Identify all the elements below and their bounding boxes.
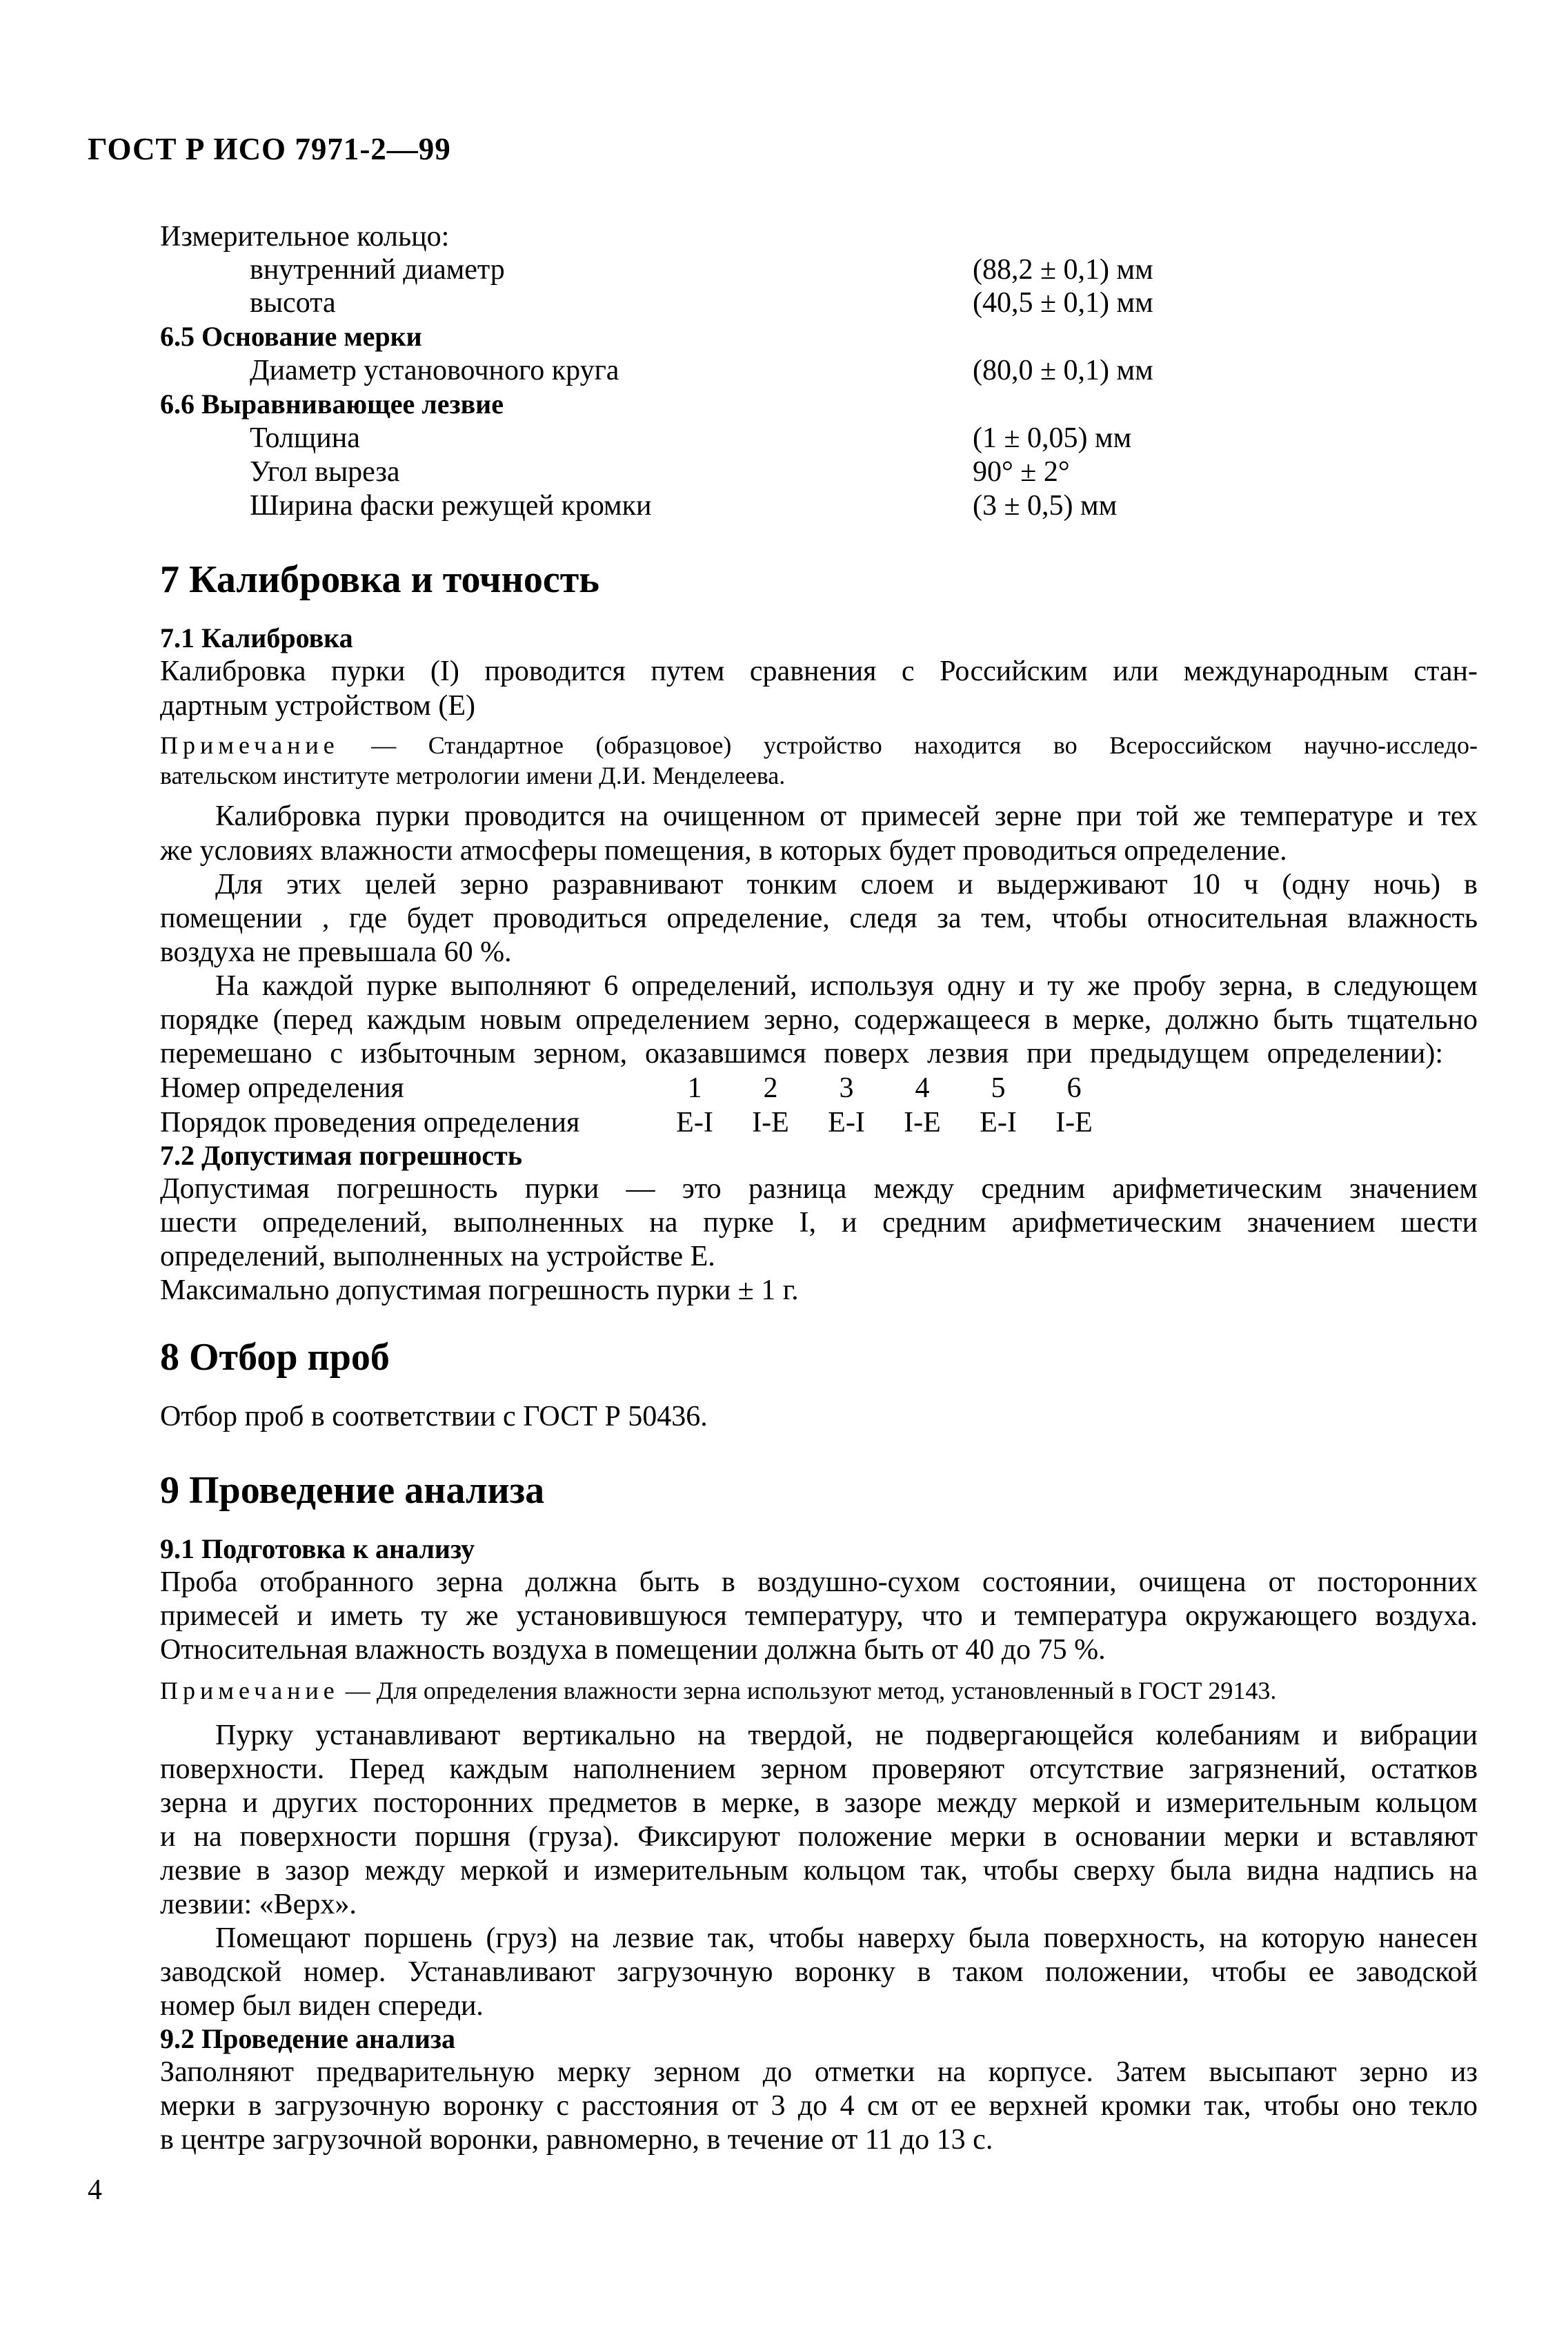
- s7-para4-line1: На каждой пурке выполняют 6 определений, используя одну и ту же пробу зерна, в следующем: [215, 970, 1478, 1002]
- s7-note-line1: [160, 730, 1478, 760]
- section-7-2-title: Допустимая погрешность: [201, 1140, 522, 1171]
- setup-circle-value: (80,0 ± 0,1) мм: [973, 355, 1153, 386]
- section-6-5-heading: [160, 319, 422, 354]
- s7-para4-line2: порядке (перед каждым новым определением зерно, содержащееся в мерке, должно быть тщательно: [160, 1004, 1478, 1036]
- s9-para2-line4: и на поверхности поршня (груза). Фиксируют положение мерки в основании мерки и вставляют: [160, 1821, 1478, 1853]
- section-9-title: 9 Проведение анализа: [160, 1469, 545, 1512]
- s9-note: [160, 1675, 1276, 1706]
- s7-para6: Максимально допустимая погрешность пурки ± 1 г.: [160, 1274, 799, 1306]
- section-9-1-title: Подготовка к анализу: [201, 1533, 475, 1564]
- order-num-cell: 3: [839, 1072, 854, 1104]
- s9-para1-line2: примесей и иметь ту же установившуюся температуру, что и температура окружающего воздуха.: [160, 1600, 1478, 1632]
- s9-para4-line1: Заполняют предварительную мерку зерном до отметки на корпусе. Затем высыпают зерно из: [160, 2056, 1478, 2088]
- setup-circle-label: Диаметр установочного круга: [250, 355, 619, 386]
- section-6-6-title: Выравнивающее лезвие: [201, 388, 504, 420]
- section-9-2-heading: [160, 2022, 455, 2056]
- order-seq-cell: I-E: [904, 1107, 941, 1139]
- s9-note-text: — Для определения влажности зерна используют метод, установленный в ГОСТ 29143.: [345, 1677, 1277, 1704]
- determination-order-table: [160, 1071, 1112, 1140]
- section-6-5-number: 6.5: [160, 321, 195, 352]
- s7-para1-line2: дартным устройством (Е): [160, 690, 476, 722]
- section-8-title: 8 Отбор проб: [160, 1336, 390, 1379]
- thickness-value: (1 ± 0,05) мм: [973, 422, 1132, 454]
- document-header: ГОСТ Р ИСО 7971-2—99: [88, 132, 451, 166]
- ring-title: Измерительное кольцо:: [160, 221, 450, 253]
- section-7-1-heading: [160, 621, 353, 656]
- order-seq-cell: E-I: [980, 1107, 1017, 1139]
- s9-note-label: Примечание: [160, 1677, 339, 1704]
- s7-note-label: Примечание: [160, 731, 339, 759]
- determination-number-row: [160, 1071, 1112, 1105]
- order-num-label: Номер определения: [160, 1072, 404, 1104]
- ring-height-value: (40,5 ± 0,1) мм: [973, 287, 1153, 319]
- order-seq-cell: E-I: [828, 1107, 865, 1139]
- s7-para3-line1: Для этих целей зерно разравнивают тонким слоем и выдерживают 10 ч (одну ночь) в: [215, 869, 1478, 900]
- s7-para5-line1: Допустимая погрешность пурки — это разница между средним арифметическим значением: [160, 1173, 1478, 1205]
- section-7-1-title: Калибровка: [201, 622, 353, 653]
- ring-inner-value: (88,2 ± 0,1) мм: [973, 254, 1153, 286]
- s9-para3-line3: номер был виден спереди.: [160, 1990, 484, 2022]
- s9-para1-line1: Проба отобранного зерна должна быть в воздушно-сухом состоянии, очищена от посторонних: [160, 1566, 1478, 1598]
- section-9-2-number: 9.2: [160, 2023, 195, 2054]
- section-9-1-number: 9.1: [160, 1533, 195, 1564]
- section-7-2-heading: [160, 1139, 522, 1173]
- s9-para4-line2: мерки в загрузочную воронку с расстояния от 3 до 4 см от ее верхней кромки так, чтобы оно текло: [160, 2090, 1478, 2122]
- ring-height-label: высота: [250, 287, 336, 319]
- s7-para2-line1: Калибровка пурки проводится на очищенном от примесей зерне при той же температуре и тех: [215, 800, 1478, 832]
- s7-note-line2: вательском институте метрологии имени Д.И. Менделеева.: [160, 762, 786, 789]
- section-7-title: 7 Калибровка и точность: [160, 558, 599, 601]
- order-seq-cell: I-E: [1055, 1107, 1093, 1139]
- order-num-cell: 6: [1066, 1072, 1082, 1104]
- chamfer-label: Ширина фаски режущей кромки: [250, 490, 652, 522]
- s9-para2-line5: лезвие в зазор между меркой и измерительным кольцом так, чтобы сверху была видна надпись на: [160, 1855, 1478, 1887]
- order-seq-label: Порядок проведения определения: [160, 1107, 580, 1139]
- page-number: 4: [88, 2174, 102, 2206]
- s9-para3-line1: Помещают поршень (груз) на лезвие так, чтобы наверху была поверхность, на которую нанесен: [215, 1922, 1478, 1954]
- section-9-2-title: Проведение анализа: [201, 2023, 455, 2054]
- s7-para1-line1: Калибровка пурки (I) проводится путем сравнения с Российским или международным стан-: [160, 656, 1478, 687]
- order-seq-cell: E-I: [676, 1107, 713, 1139]
- s7-para3-line3: воздуха не превышала 60 %.: [160, 936, 512, 968]
- chamfer-value: (3 ± 0,5) мм: [973, 490, 1118, 522]
- section-7-1-number: 7.1: [160, 622, 195, 653]
- cut-angle-label: Угол выреза: [250, 456, 400, 488]
- s7-para5-line2: шести определений, выполненных на пурке I, и средним арифметическим значением шести: [160, 1207, 1478, 1239]
- s9-para2-line3: зерна и других посторонних предметов в мерке, в зазоре между меркой и измерительным кольцом: [160, 1787, 1478, 1819]
- section-9-1-heading: [160, 1532, 475, 1566]
- determination-sequence-row: [160, 1105, 1112, 1140]
- section-6-6-heading: [160, 387, 504, 422]
- cut-angle-value: 90° ± 2°: [973, 456, 1070, 488]
- s9-para2-line1: Пурку устанавливают вертикально на твердой, не подвергающейся колебаниям и вибрации: [215, 1720, 1478, 1751]
- s9-para3-line2: заводской номер. Устанавливают загрузочную воронку в таком положении, чтобы ее заводской: [160, 1956, 1478, 1988]
- s8-para1: Отбор проб в соответствии с ГОСТ Р 50436.: [160, 1401, 708, 1432]
- section-7-2-number: 7.2: [160, 1140, 195, 1171]
- order-num-cell: 2: [763, 1072, 778, 1104]
- order-num-cell: 5: [991, 1072, 1006, 1104]
- order-seq-cell: I-E: [752, 1107, 789, 1139]
- s9-para1-line3: Относительная влажность воздуха в помещении должна быть от 40 до 75 %.: [160, 1634, 1106, 1666]
- s9-para2-line2: поверхности. Перед каждым наполнением зерном проверяют отсутствие загрязнений, остатков: [160, 1753, 1478, 1785]
- s7-para5-line3: определений, выполненных на устройстве Е.: [160, 1241, 715, 1272]
- order-num-cell: 4: [915, 1072, 930, 1104]
- s9-para2-line6: лезвии: «Верх».: [160, 1889, 357, 1920]
- order-num-cell: 1: [687, 1072, 702, 1104]
- ring-inner-label: внутренний диаметр: [250, 254, 505, 286]
- s7-para3-line2: помещении , где будет проводиться определение, следя за тем, чтобы относительная влажность: [160, 903, 1478, 934]
- section-6-5-title: Основание мерки: [201, 321, 422, 352]
- s9-para4-line3: в центре загрузочной воронки, равномерно, в течение от 11 до 13 с.: [160, 2124, 993, 2156]
- section-6-6-number: 6.6: [160, 388, 195, 420]
- s7-para4-line3: перемешано с избыточным зерном, оказавшимся поверх лезвия при предыдущем определении):: [160, 1038, 1443, 1070]
- s7-para2-line2: же условиях влажности атмосферы помещения, в которых будет проводиться определение.: [160, 835, 1287, 867]
- s7-note-text1: — Стандартное (образцовое) устройство находится во Всероссийском научно-исследо-: [371, 731, 1478, 759]
- thickness-label: Толщина: [250, 422, 360, 454]
